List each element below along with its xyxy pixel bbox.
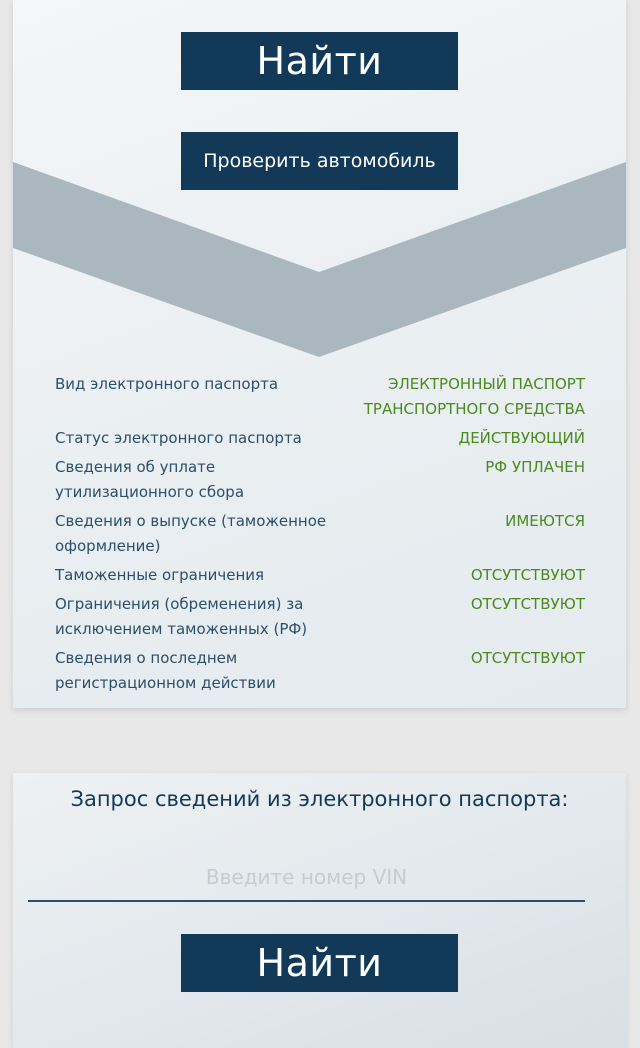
info-row-customs-restrictions [55, 563, 585, 588]
info-value: ДЕЙСТВУЮЩИЙ [458, 429, 585, 447]
info-row-customs-release [55, 509, 585, 559]
vin-request-card [13, 773, 626, 1048]
vehicle-info-card [13, 0, 626, 708]
passport-info-table [55, 372, 585, 700]
find-button-bottom[interactable]: Найти [181, 934, 458, 992]
request-title: Запрос сведений из электронного паспорта: [70, 787, 569, 811]
info-value: РФ УПЛАЧЕН [485, 458, 585, 476]
info-row-encumbrances [55, 592, 585, 642]
info-label: Сведения о последнем регистрационном действии [55, 649, 276, 692]
info-label: Сведения о выпуске (таможенное оформление) [55, 512, 327, 555]
vin-input[interactable] [28, 862, 585, 902]
info-row-last-registration [55, 646, 585, 696]
info-value: ОТСУТСТВУЮТ [470, 595, 585, 613]
info-label: Ограничения (обременения) за исключением таможенных (РФ) [55, 595, 308, 638]
info-label: Сведения об уплате утилизационного сбора [55, 458, 245, 501]
info-value: ИМЕЮТСЯ [505, 512, 585, 530]
info-row-recycling-fee [55, 455, 585, 505]
check-car-button[interactable]: Проверить автомобиль [181, 132, 458, 190]
chevron-divider [13, 160, 626, 360]
info-row-passport-status [55, 426, 585, 451]
info-label: Статус электронного паспорта [55, 429, 302, 447]
info-row-passport-type [55, 372, 585, 422]
find-button-top[interactable]: Найти [181, 32, 458, 90]
info-value: ОТСУТСТВУЮТ [470, 566, 585, 584]
info-label: Вид электронного паспорта [55, 375, 279, 393]
info-value: ЭЛЕКТРОННЫЙ ПАСПОРТ ТРАНСПОРТНОГО СРЕДСТВА [363, 375, 585, 418]
info-label: Таможенные ограничения [55, 566, 265, 584]
info-value: ОТСУТСТВУЮТ [470, 649, 585, 667]
